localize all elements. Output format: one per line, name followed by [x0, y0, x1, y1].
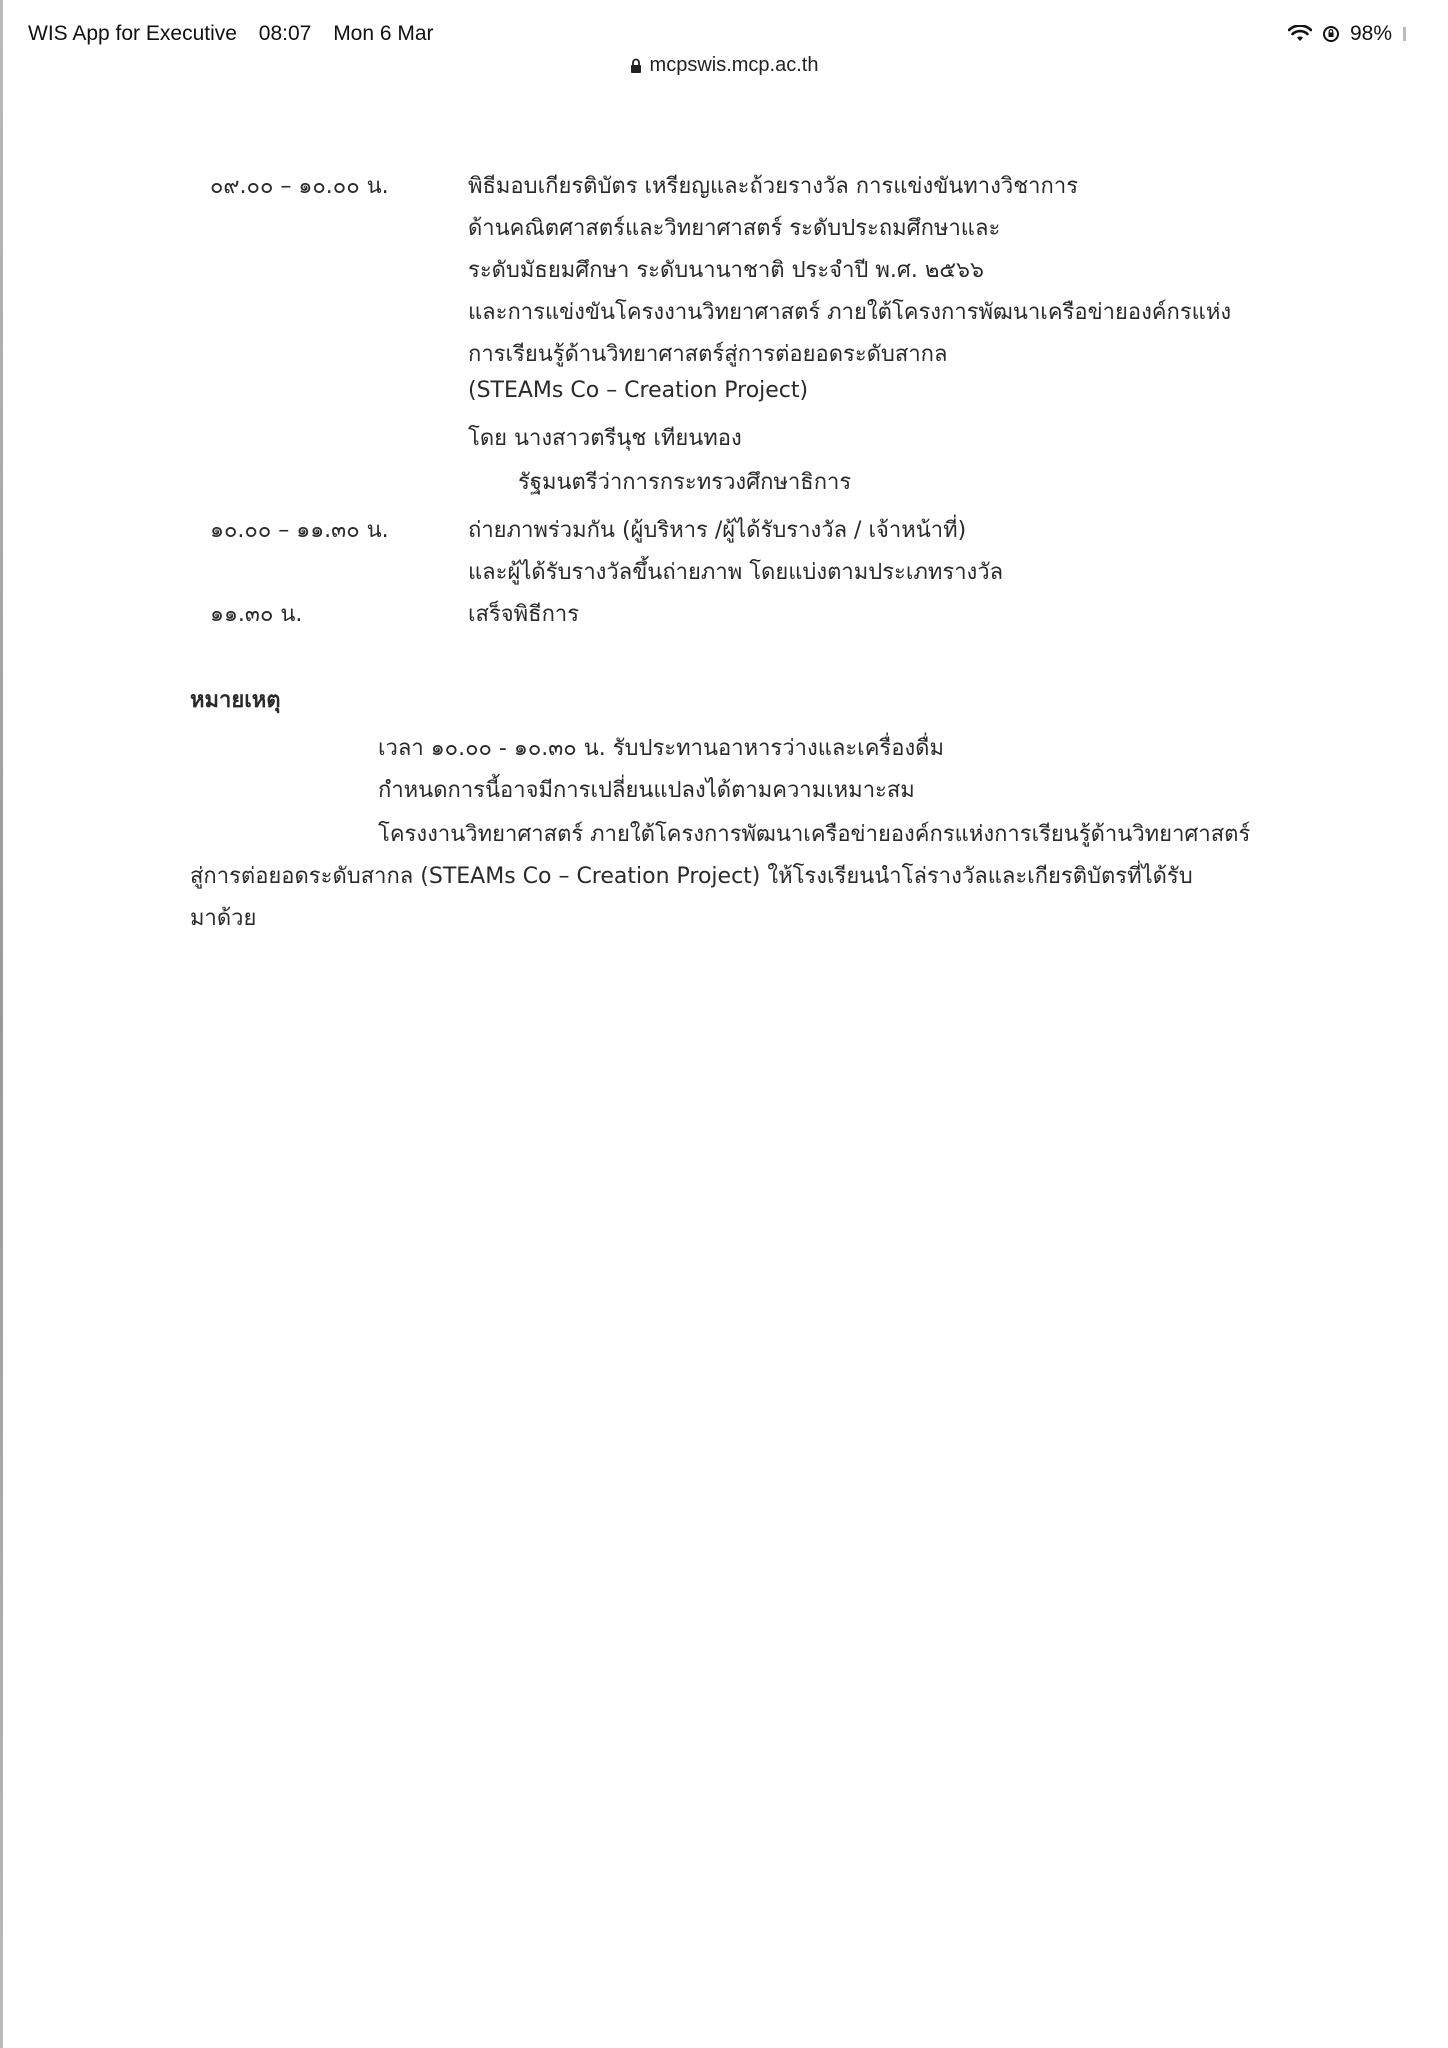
note-line: สู่การต่อยอดระดับสากล (STEAMs Co – Creation Project) ให้โรงเรียนนำโล่รางวัลและเกียรติบัตรที่ได้รับ	[190, 864, 1193, 889]
battery-percent: 98%	[1349, 22, 1392, 45]
note-line: กำหนดการนี้อาจมีการเปลี่ยนแปลงได้ตามความเหมาะสม	[378, 778, 915, 803]
schedule-line: เสร็จพิธีการ	[468, 602, 580, 627]
note-line: โครงงานวิทยาศาสตร์ ภายใต้โครงการพัฒนาเครือข่ายองค์กรแห่งการเรียนรู้ด้านวิทยาศาสตร์	[378, 822, 1251, 847]
schedule-line-indented: รัฐมนตรีว่าการกระทรวงศึกษาธิการ	[518, 470, 852, 495]
schedule-time: ๐๙.๐๐ – ๑๐.๐๐ น.	[210, 174, 389, 199]
status-time: 08:07	[258, 22, 312, 45]
notes-title: หมายเหตุ	[190, 688, 281, 713]
schedule-line: ด้านคณิตศาสตร์และวิทยาศาสตร์ ระดับประถมศึกษาและ	[468, 216, 1001, 241]
schedule-line: พิธีมอบเกียรติบัตร เหรียญและถ้วยรางวัล การแข่งขันทางวิชาการ	[468, 174, 1079, 199]
note-line: มาด้วย	[190, 906, 257, 931]
url-text[interactable]: mcpswis.mcp.ac.th	[649, 54, 819, 76]
schedule-line: ระดับมัธยมศึกษา ระดับนานาชาติ ประจำปี พ.ศ. ๒๕๖๖	[468, 258, 984, 283]
schedule-time: ๑๑.๓๐ น.	[210, 602, 303, 627]
schedule-line: (STEAMs Co – Creation Project)	[468, 378, 809, 403]
schedule-line: ถ่ายภาพร่วมกัน (ผู้บริหาร /ผู้ได้รับรางวัล / เจ้าหน้าที่)	[468, 518, 967, 543]
schedule-line: และผู้ได้รับรางวัลขึ้นถ่ายภาพ โดยแบ่งตามประเภทรางวัล	[468, 560, 1004, 585]
status-date: Mon 6 Mar	[333, 22, 434, 45]
schedule-line: โดย นางสาวตรีนุช เทียนทอง	[468, 426, 742, 451]
app-name[interactable]: WIS App for Executive	[28, 22, 237, 45]
schedule-line: และการแข่งขันโครงงานวิทยาศาสตร์ ภายใต้โครงการพัฒนาเครือข่ายองค์กรแห่ง	[468, 300, 1232, 325]
schedule-line: การเรียนรู้ด้านวิทยาศาสตร์สู่การต่อยอดระดับสากล	[468, 342, 948, 367]
schedule-time: ๑๐.๐๐ – ๑๑.๓๐ น.	[210, 518, 389, 543]
note-line: เวลา ๑๐.๐๐ - ๑๐.๓๐ น. รับประทานอาหารว่างและเครื่องดื่ม	[378, 736, 944, 761]
